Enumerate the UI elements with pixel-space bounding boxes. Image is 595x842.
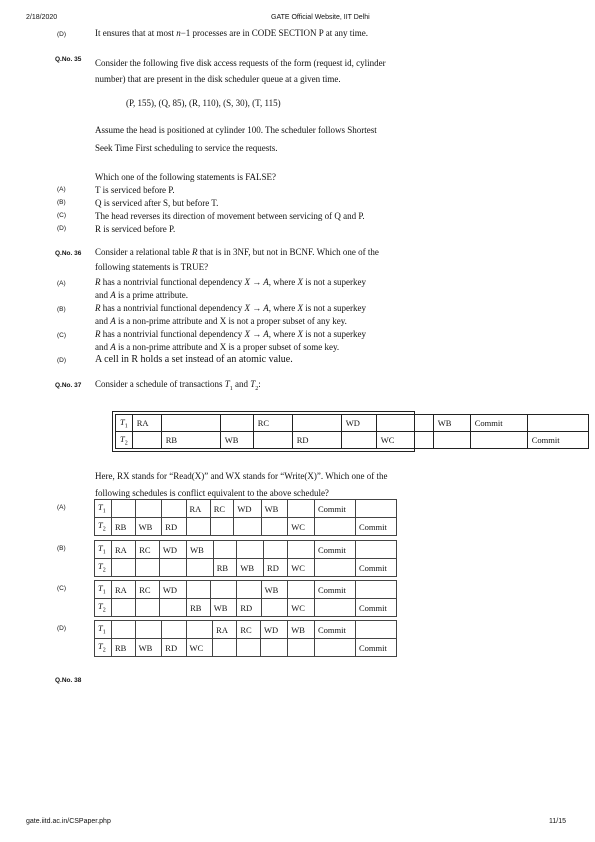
q36-label: Q.No. 36 <box>55 250 82 257</box>
option-cell <box>315 518 356 536</box>
option-row-t2 <box>95 559 397 577</box>
option-cell: WC <box>186 639 213 657</box>
q37-option-d-table[interactable] <box>94 620 397 657</box>
option-cell <box>136 559 160 577</box>
q35-requests: (P, 155), (Q, 85), (R, 110), (S, 30), (T, 115) <box>126 98 281 108</box>
schedule-cell <box>527 415 588 432</box>
option-cell: Commit <box>315 581 356 599</box>
option-cell: WD <box>261 621 288 639</box>
option-cell <box>112 599 136 617</box>
option-cell <box>234 518 261 536</box>
option-row-t1 <box>95 621 397 639</box>
option-cell <box>159 599 186 617</box>
schedule-table <box>115 414 589 449</box>
option-cell <box>288 581 315 599</box>
option-cell: RC <box>136 581 160 599</box>
option-cell <box>356 541 397 559</box>
schedule-cell: WB <box>220 432 253 449</box>
schedule-cell <box>292 415 341 432</box>
q37-note: Here, RX stands for “Read(X)” and WX stands for “Write(X)”. Which one of the following schedules is conflict equivalent to the above schedule? <box>95 471 388 498</box>
schedule-cell <box>433 432 470 449</box>
prev-option-label: (D) <box>57 31 67 38</box>
option-cell: WD <box>159 581 186 599</box>
option-cell <box>210 518 234 536</box>
q37-label: Q.No. 37 <box>55 382 82 389</box>
option-cell <box>237 639 261 657</box>
schedule-cell <box>132 432 161 449</box>
option-cell: Commit <box>356 639 397 657</box>
option-cell: RB <box>187 599 211 617</box>
option-txn-label: $T_2$ <box>95 518 112 536</box>
option-cell <box>288 639 315 657</box>
schedule-cell <box>161 415 220 432</box>
option-cell <box>261 599 288 617</box>
q36-option-a[interactable]: (A) R has a nontrivial functional dependency X → A, where X is not a superkey and A is a prime attribute. <box>57 277 367 300</box>
q35-label: Q.No. 35 <box>55 56 82 63</box>
option-cell: RD <box>162 639 186 657</box>
header-site: GATE Official Website, IIT Delhi <box>271 14 370 21</box>
q37-option-b-label: (B) <box>57 545 66 552</box>
option-cell: RA <box>112 581 136 599</box>
option-cell <box>187 559 214 577</box>
q36-option-b[interactable]: (B) R has a nontrivial functional dependency X → A, where X is not a superkey and A is a non-prime attribute and X is not a proper subset of any key. <box>57 303 367 326</box>
option-cell <box>237 581 261 599</box>
option-cell <box>237 541 264 559</box>
option-cell: RC <box>210 500 234 518</box>
option-cell <box>261 518 288 536</box>
option-row-t1 <box>95 541 397 559</box>
option-cell <box>288 500 315 518</box>
schedule-cell: RC <box>253 415 292 432</box>
option-cell <box>112 621 136 639</box>
option-txn-label: $T_1$ <box>95 541 112 559</box>
schedule-cell: RD <box>292 432 341 449</box>
option-row-t1 <box>95 581 397 599</box>
q35-question: Which one of the following statements is FALSE? <box>95 172 277 182</box>
schedule-cell <box>341 432 376 449</box>
q37-option-a-table[interactable] <box>94 499 397 536</box>
option-txn-label: $T_1$ <box>95 500 112 518</box>
schedule-cell: WC <box>376 432 433 449</box>
option-cell <box>213 639 237 657</box>
option-cell <box>315 559 356 577</box>
option-row-t2 <box>95 518 397 536</box>
option-txn-label: $T_2$ <box>95 599 112 617</box>
option-cell <box>288 541 315 559</box>
option-cell: Commit <box>315 541 356 559</box>
q38-label: Q.No. 38 <box>55 677 82 684</box>
option-cell: WB <box>237 559 264 577</box>
option-cell: WD <box>159 541 186 559</box>
option-cell: Commit <box>356 599 397 617</box>
option-cell <box>213 541 237 559</box>
option-cell <box>135 500 162 518</box>
option-cell <box>187 581 211 599</box>
schedule-cell <box>220 415 253 432</box>
schedule-txn-label: $T_1$ <box>116 415 133 432</box>
option-cell: RB <box>112 639 136 657</box>
schedule-cell <box>470 432 527 449</box>
option-cell: Commit <box>315 621 356 639</box>
schedule-cell: RA <box>132 415 161 432</box>
q36-stem: Consider a relational table R that is in 3NF, but not in BCNF. Which one of the following statements is TRUE? <box>95 247 379 272</box>
option-cell <box>261 639 288 657</box>
option-cell <box>159 559 186 577</box>
option-cell: WB <box>261 581 288 599</box>
option-cell: WB <box>288 621 315 639</box>
option-cell: RD <box>237 599 261 617</box>
footer-url: gate.iitd.ac.in/CSPaper.php <box>26 818 111 825</box>
option-cell: RC <box>237 621 261 639</box>
option-cell <box>186 518 210 536</box>
header-date: 2/18/2020 <box>26 14 58 21</box>
prev-option-text: It ensures that at most n−1 processes are in CODE SECTION P at any time. <box>95 28 368 38</box>
option-cell <box>315 639 356 657</box>
option-txn-label: $T_2$ <box>95 559 112 577</box>
schedule-cell <box>253 432 292 449</box>
schedule-row-t2 <box>116 432 589 449</box>
option-cell: WC <box>288 518 315 536</box>
q35-assumption: Assume the head is positioned at cylinder 100. The scheduler follows Shortest Seek Time First scheduling to service the requests. <box>95 125 377 153</box>
q37-option-a-label: (A) <box>57 504 66 511</box>
schedule-txn-label: $T_2$ <box>116 432 133 449</box>
option-cell: WB <box>210 599 237 617</box>
q37-stem: Consider a schedule of transactions $T_1$ and $T_2$: <box>95 379 261 392</box>
footer-page-number: 11/15 <box>549 818 566 825</box>
option-txn-label: $T_1$ <box>95 581 112 599</box>
option-cell: WB <box>187 541 214 559</box>
schedule-cell: WB <box>433 415 470 432</box>
option-cell <box>112 500 136 518</box>
schedule-cell: Commit <box>470 415 527 432</box>
option-cell: RA <box>213 621 237 639</box>
option-cell: WC <box>288 559 315 577</box>
option-cell: WD <box>234 500 261 518</box>
q36-options <box>55 276 445 368</box>
option-cell: RB <box>112 518 136 536</box>
q36-option-c[interactable]: (C) R has a nontrivial functional dependency X → A, where X is not a superkey and A is a non-prime attribute and X is a proper subset of some key. <box>57 329 367 352</box>
schedule-cell <box>376 415 433 432</box>
option-txn-label: $T_2$ <box>95 639 112 657</box>
option-cell <box>186 621 213 639</box>
option-cell: Commit <box>356 518 397 536</box>
schedule-cell: Commit <box>527 432 588 449</box>
option-cell <box>264 541 288 559</box>
option-row-t2 <box>95 639 397 657</box>
q37-option-c-label: (C) <box>57 585 67 592</box>
option-cell <box>356 621 397 639</box>
q36-option-d[interactable]: (D) A cell in R holds a set instead of an atomic value. <box>57 354 293 365</box>
option-cell: WB <box>261 500 288 518</box>
option-row-t1 <box>95 500 397 518</box>
option-cell: RB <box>213 559 237 577</box>
option-cell <box>162 500 186 518</box>
option-cell: Commit <box>315 500 356 518</box>
option-cell: WC <box>288 599 315 617</box>
option-row-t2 <box>95 599 397 617</box>
q37-option-c-table[interactable] <box>94 580 397 617</box>
schedule-row-t1 <box>116 415 589 432</box>
option-cell: RC <box>136 541 160 559</box>
q35-stem: Consider the following five disk access requests of the form (request id, cylinder number) that are present in the disk scheduler queue at a given time. <box>95 58 386 84</box>
option-cell <box>112 559 136 577</box>
schedule-cell: RB <box>161 432 220 449</box>
option-cell: RD <box>162 518 186 536</box>
option-cell: RA <box>186 500 210 518</box>
q37-option-d-label: (D) <box>57 625 67 632</box>
option-cell <box>162 621 186 639</box>
option-cell <box>135 621 162 639</box>
option-cell: WB <box>135 639 162 657</box>
option-cell: RD <box>264 559 288 577</box>
q37-option-b-table[interactable] <box>94 540 397 577</box>
option-cell <box>356 581 397 599</box>
option-cell: Commit <box>356 559 397 577</box>
schedule-cell: WD <box>341 415 376 432</box>
option-cell: RA <box>112 541 136 559</box>
option-cell <box>210 581 237 599</box>
option-cell <box>136 599 160 617</box>
option-cell <box>356 500 397 518</box>
option-txn-label: $T_1$ <box>95 621 112 639</box>
option-cell <box>315 599 356 617</box>
option-cell: WB <box>135 518 162 536</box>
